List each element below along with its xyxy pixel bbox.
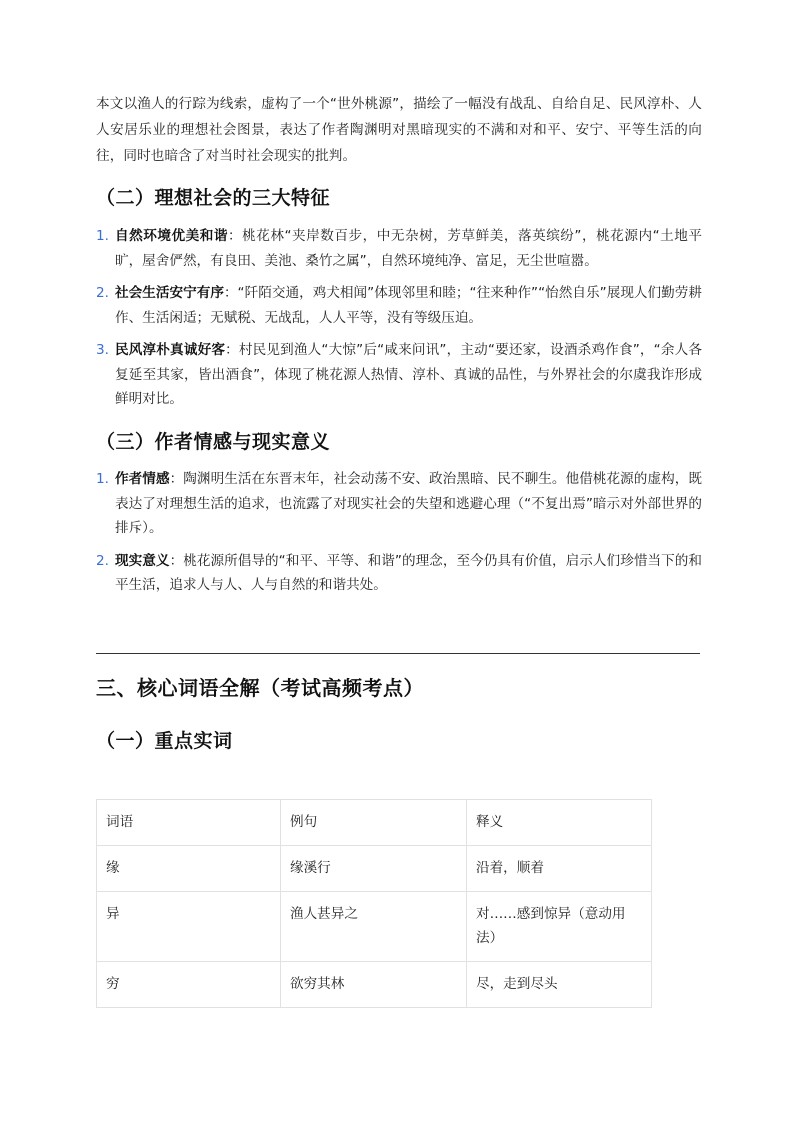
author-emotion-list	[96, 467, 702, 606]
section-heading-author-emotion: （三）作者情感与现实意义	[96, 431, 331, 453]
table-row	[97, 962, 652, 1008]
list-item-number: 3.	[96, 342, 109, 358]
section-divider	[96, 653, 700, 654]
list-item	[96, 338, 702, 412]
table-header-cell: 词语	[97, 800, 281, 846]
part-heading-vocabulary: 三、核心词语全解（考试高频考点）	[96, 676, 424, 700]
list-item-number: 1.	[96, 471, 109, 487]
list-item	[96, 224, 702, 273]
list-item-term: 作者情感	[115, 471, 170, 487]
list-item-term: 自然环境优美和谐	[115, 228, 228, 244]
table-cell: 穷	[97, 962, 281, 1008]
list-item	[96, 549, 702, 598]
table-cell: 欲穷其林	[281, 962, 467, 1008]
list-item-text: ：桃花源所倡导的“和平、平等、和谐”的理念，至今仍具有价值，启示人们珍惜当下的和平生活，追求人与人、人与自然的和谐共处。	[115, 552, 702, 593]
list-item-text: ：桃花林“夹岸数百步，中无杂树，芳草鲜美，落英缤纷”，桃花源内“土地平旷，屋舍俨然，有良田、美池、桑竹之属”，自然环境纯净、富足，无尘世喧嚣。	[115, 228, 703, 269]
table-cell: 异	[97, 892, 281, 962]
list-item-text: ：“阡陌交通，鸡犬相闻”体现邻里和睦；“往来种作”“怡然自乐”展现人们勤劳耕作、生活闲适；无赋税、无战乱，人人平等，没有等级压迫。	[115, 285, 702, 326]
table-cell: 渔人甚异之	[281, 892, 467, 962]
section-heading-key-words: （一）重点实词	[96, 730, 233, 752]
list-item-number: 2.	[96, 552, 109, 569]
table-cell: 缘溪行	[281, 846, 467, 892]
intro-paragraph: 本文以渔人的行踪为线索，虚构了一个“世外桃源”，描绘了一幅没有战乱、自给自足、民风淳朴、人人安居乐业的理想社会图景，表达了作者陶渊明对黑暗现实的不满和对和平、安宁、平等生活的向往，同时也暗含了对当时社会现实的批判。	[96, 96, 702, 164]
list-item-number: 1.	[96, 228, 109, 244]
table-header-row	[97, 800, 652, 846]
table-row	[97, 892, 652, 962]
list-item-number: 2.	[96, 285, 109, 301]
list-item	[96, 281, 702, 330]
vocabulary-table	[96, 799, 652, 1008]
ideal-society-features-list	[96, 224, 702, 420]
table-header-cell: 例句	[281, 800, 467, 846]
list-item-text: ：村民见到渔人“大惊”后“咸来问讯”，主动“要还家，设酒杀鸡作食”，“余人各复延至其家，皆出酒食”，体现了桃花源人热情、淳朴、真诚的品性，与外界社会的尔虞我诈形成鲜明对比。	[115, 342, 703, 407]
list-item-term: 社会生活安宁有序	[115, 285, 224, 301]
table-cell: 尽，走到尽头	[467, 962, 652, 1008]
table-header-cell: 释义	[467, 800, 652, 846]
table-cell: 缘	[97, 846, 281, 892]
list-item-term: 现实意义	[115, 552, 170, 569]
table-row	[97, 846, 652, 892]
list-item-term: 民风淳朴真诚好客	[115, 342, 226, 358]
section-heading-ideal-society: （二）理想社会的三大特征	[96, 187, 331, 209]
table-cell: 对……感到惊异（意动用法）	[467, 892, 652, 962]
list-item-text: ：陶渊明生活在东晋末年，社会动荡不安、政治黑暗、民不聊生。他借桃花源的虚构，既表达了对理想生活的追求，也流露了对现实社会的失望和逃避心理（“不复出焉”暗示对外部世界的排斥）。	[115, 471, 703, 536]
table-cell: 沿着，顺着	[467, 846, 652, 892]
list-item	[96, 467, 702, 541]
